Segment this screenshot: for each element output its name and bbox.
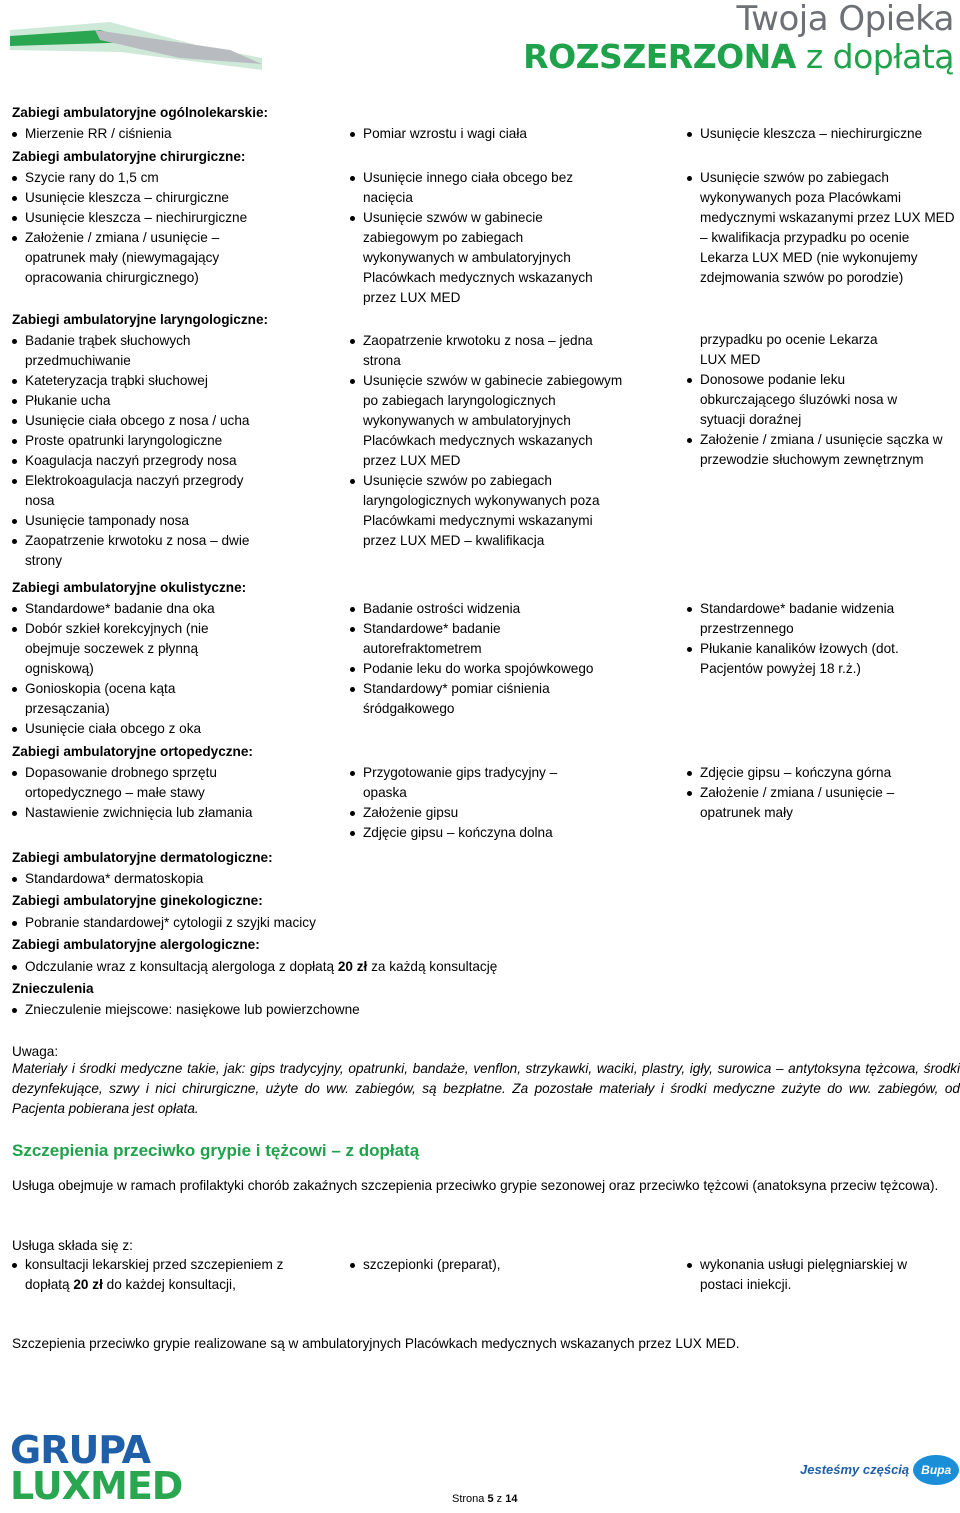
brand-title (523, 0, 954, 76)
list-item: Usunięcie ciała obcego z nosa / ucha (12, 411, 267, 431)
heading-ginekologiczne: Zabiegi ambulatoryjne ginekologiczne: (12, 893, 263, 908)
list-item: Założenie / zmiana / usunięcie sączka w przewodzie słuchowym zewnętrznym (687, 430, 955, 470)
list-item: Założenie / zmiana / usunięcie – opatrunek mały (687, 783, 927, 823)
list-item: Zdjęcie gipsu – kończyna górna (687, 763, 927, 783)
list-item (12, 1255, 297, 1295)
vaccination-footer-text: Szczepienia przeciwko grypie realizowane są w ambulatoryjnych Placówkach medycznych wskazanych przez LUX MED. (12, 1336, 740, 1351)
list-vaccination-c1 (12, 1255, 297, 1295)
heading-alergologiczne: Zabiegi ambulatoryjne alergologiczne: (12, 937, 260, 952)
list-item: Mierzenie RR / ciśnienia (12, 124, 312, 144)
item-text: za każdą konsultację (367, 959, 498, 974)
list-item: Dopasowanie drobnego sprzętu ortopedycznego – małe stawy (12, 763, 247, 803)
list-item: Usunięcie innego ciała obcego bez nacięcia (350, 168, 610, 208)
list-item: Pobranie standardowej* cytologii z szyjki macicy (12, 913, 512, 933)
bupa-tagline (800, 1455, 959, 1485)
list-item: Zaopatrzenie krwotoku z nosa – jedna strona (350, 331, 625, 371)
list-ogolne-c3 (687, 124, 959, 144)
list-item: Nastawienie zwichnięcia lub złamania (12, 803, 247, 823)
list-item: Założenie / zmiana / usunięcie – opatrunek mały (niewymagający opracowania chirurgicznego) (12, 228, 257, 288)
item-text: do każdej konsultacji, (102, 1277, 236, 1292)
list-item (12, 957, 712, 977)
list-item: Szycie rany do 1,5 cm (12, 168, 257, 188)
list-item: Usunięcie szwów w gabinecie zabiegowym po zabiegach wykonywanych w ambulatoryjnych Placówkach medycznych wskazanych przez LUX MED (350, 208, 610, 308)
list-ginekologiczne (12, 913, 512, 933)
list-item: Usunięcie kleszcza – niechirurgiczne (12, 208, 257, 228)
list-ogolne-c1 (12, 124, 312, 144)
list-item: Dobór szkieł korekcyjnych (nie obejmuje soczewek z płynną ogniskową) (12, 619, 252, 679)
item-text: konsultacji lekarskiej przed szczepieniem z dopłatą (25, 1257, 284, 1292)
page-number (452, 1489, 517, 1509)
item-price: 20 zł (73, 1277, 103, 1292)
list-laryngologiczne-c3 (687, 370, 955, 470)
heading-ogolne: Zabiegi ambulatoryjne ogólnolekarskie: (12, 105, 269, 120)
list-alergologiczne (12, 957, 712, 977)
list-ortopedyczne-c1 (12, 763, 253, 823)
vaccination-title: Szczepienia przeciwko grypie i tężcowi – z dopłatą (12, 1141, 420, 1160)
item-text: Odczulanie wraz z konsultacją alergologa z dopłatą (25, 959, 338, 974)
list-item: szczepionki (preparat), (350, 1255, 610, 1275)
list-vaccination-c3 (687, 1255, 927, 1295)
brand-line2-bold: ROZSZERZONA (523, 37, 796, 76)
list-ogolne-c2 (350, 124, 650, 144)
list-dermatologiczne (12, 869, 412, 889)
list-item: Donosowe podanie leku obkurczającego śluzówki nosa w sytuacji doraźnej (687, 370, 955, 430)
list-item: Usunięcie tamponady nosa (12, 511, 267, 531)
brand-line1: Twoja Opieka (736, 0, 954, 39)
note-text-2: Za pozostałe materiały i środki medyczne zużyte do ww. zabiegów, od Pacjenta pobierana jest opłata. (12, 1081, 960, 1116)
list-vaccination-c2 (350, 1255, 610, 1275)
note-text-1: Materiały i środki medyczne takie, jak: gips tradycyjny, opatrunki, bandaże, venflon, strzykawki, waciki, plastry, igły, surowica – antytoksyna tężcowa, środki dezynfekujące, szwy i nici chirurgiczne, użyte do ww. zabiegów, są bezpłatne. (12, 1061, 960, 1096)
list-item: wykonania usługi pielęgniarskiej w postaci iniekcji. (687, 1255, 927, 1295)
list-okulistyczne-c1 (12, 599, 252, 739)
list-item: Zdjęcie gipsu – kończyna dolna (350, 823, 600, 843)
list-item: Znieczulenie miejscowe: nasiękowe lub powierzchowne (12, 1000, 512, 1020)
list-item: Pomiar wzrostu i wagi ciała (350, 124, 650, 144)
list-item: Standardowy* pomiar ciśnienia śródgałkowego (350, 679, 625, 719)
list-item: Podanie leku do worka spojówkowego (350, 659, 625, 679)
logo-line2: LUXMED (10, 1464, 183, 1508)
list-laryngologiczne-c2 (350, 331, 625, 551)
list-laryngologiczne-c1 (12, 331, 267, 571)
list-item: Koagulacja naczyń przegrody nosa (12, 451, 267, 471)
vaccination-intro: Usługa obejmuje w ramach profilaktyki chorób zakaźnych szczepienia przeciwko grypie sezonowej oraz przeciwko tężcowi (anatoksyna przeciw tężcowa). (12, 1178, 939, 1193)
list-item: Usunięcie szwów w gabinecie zabiegowym po zabiegach laryngologicznych wykonywanych w ambulatoryjnych Placówkach medycznych wskazanych przez LUX MED (350, 371, 625, 471)
list-ortopedyczne-c2 (350, 763, 600, 843)
list-item: Badanie ostrości widzenia (350, 599, 625, 619)
page-total: 14 (505, 1493, 518, 1505)
grupa-luxmed-logo (10, 1428, 183, 1508)
bupa-logo: Bupa (913, 1455, 959, 1485)
heading-chirurgiczne: Zabiegi ambulatoryjne chirurgiczne: (12, 149, 246, 164)
page-prefix: Strona (452, 1493, 488, 1505)
list-znieczulenia (12, 1000, 512, 1020)
header-decoration (0, 0, 270, 80)
note-label: Uwaga: (12, 1044, 59, 1059)
list-item: Usunięcie kleszcza – chirurgiczne (12, 188, 257, 208)
list-item: Standardowe* badanie widzenia przestrzennego (687, 599, 927, 639)
list-chirurgiczne-c1 (12, 168, 257, 288)
list-item: Zaopatrzenie krwotoku z nosa – dwie strony (12, 531, 267, 571)
list-item: Usunięcie szwów po zabiegach wykonywanych poza Placówkami medycznymi wskazanymi przez LUX MED – kwalifikacja przypadku po ocenie Lekarza LUX MED (nie wykonujemy zdejmowania szwów po porodzie) (687, 168, 955, 288)
list-item: Standardowe* badanie autorefraktometrem (350, 619, 625, 659)
list-item: Przygotowanie gips tradycyjny – opaska (350, 763, 600, 803)
list-item: Usunięcie ciała obcego z oka (12, 719, 252, 739)
heading-ortopedyczne: Zabiegi ambulatoryjne ortopedyczne: (12, 744, 253, 759)
list-item: Usunięcie kleszcza – niechirurgiczne (687, 124, 959, 144)
heading-laryngologiczne: Zabiegi ambulatoryjne laryngologiczne: (12, 312, 269, 327)
list-item: Płukanie kanalików łzowych (dot. Pacjentów powyżej 18 r.ż.) (687, 639, 927, 679)
heading-okulistyczne: Zabiegi ambulatoryjne okulistyczne: (12, 580, 247, 595)
list-item: Usunięcie szwów po zabiegach laryngologicznych wykonywanych poza Placówkami medycznymi wskazanymi przez LUX MED – kwalifikacja (350, 471, 625, 551)
page-mid: z (493, 1493, 506, 1505)
list-item: Płukanie ucha (12, 391, 267, 411)
list-item: Proste opatrunki laryngologiczne (12, 431, 267, 451)
list-okulistyczne-c3 (687, 599, 927, 679)
vaccination-consists-label: Usługa składa się z: (12, 1238, 133, 1253)
page-current: 5 (487, 1493, 494, 1505)
brand-line2 (523, 38, 954, 76)
item-price: 20 zł (337, 959, 368, 974)
list-chirurgiczne-c3 (687, 168, 955, 288)
list-item: Założenie gipsu (350, 803, 600, 823)
list-okulistyczne-c2 (350, 599, 625, 719)
note-text (12, 1059, 960, 1119)
tagline-text: Jesteśmy częścią (800, 1462, 910, 1477)
brand-line2-light: z dopłatą (795, 37, 954, 76)
list-item: Elektrokoagulacja naczyń przegrody nosa (12, 471, 267, 511)
list-item: Standardowa* dermatoskopia (12, 869, 412, 889)
list-ortopedyczne-c3 (687, 763, 927, 823)
list-item: Kateteryzacja trąbki słuchowej (12, 371, 267, 391)
list-item: Standardowe* badanie dna oka (12, 599, 252, 619)
heading-znieczulenia: Znieczulenia (12, 981, 94, 996)
list-chirurgiczne-c2 (350, 168, 610, 308)
list-item: Badanie trąbek słuchowych przedmuchiwanie (12, 331, 267, 371)
laryngologiczne-c3-continuation: przypadku po ocenie Lekarza LUX MED (700, 332, 878, 367)
heading-dermatologiczne: Zabiegi ambulatoryjne dermatologiczne: (12, 850, 273, 865)
logo-line1: GRUPA (10, 1428, 151, 1472)
list-item: Gonioskopia (ocena kąta przesączania) (12, 679, 252, 719)
